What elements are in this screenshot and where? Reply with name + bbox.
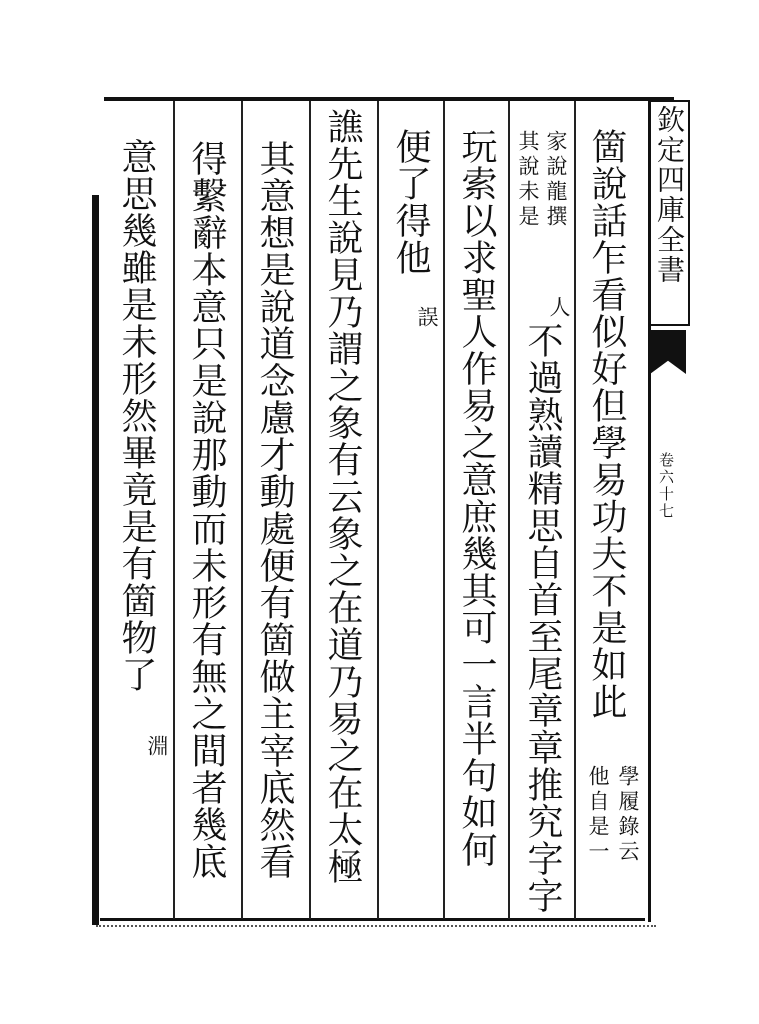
annotation-left: 其說未是 bbox=[516, 130, 540, 230]
text-column-4: 便了得他 bbox=[390, 128, 431, 276]
inline-character: 人 bbox=[547, 296, 571, 317]
fishtail-mark bbox=[650, 330, 686, 374]
text-column-7: 得繫辭本意只是說那動而未形有無之間者幾底 bbox=[186, 140, 227, 880]
column-rule bbox=[241, 101, 243, 919]
frame-top-border bbox=[104, 97, 674, 101]
column-rule bbox=[173, 101, 175, 919]
annotation-left: 他自是一 bbox=[586, 765, 610, 865]
text-column-6: 其意想是說道念慮才動處便有箇做主宰底然看 bbox=[254, 140, 295, 880]
small-annotation-mark: 淵 bbox=[145, 735, 169, 756]
text-column-5: 譙先生說見乃謂之象有云象之在道乃易之在太極 bbox=[322, 108, 363, 885]
text-column-2: 不過熟讀精思自首至尾章章推究字字 bbox=[522, 322, 563, 914]
annotation-right: 家說龍撰 bbox=[544, 130, 568, 230]
column-rule bbox=[574, 101, 576, 919]
text-column-3: 玩索以求聖人作易之意庶幾其可一言半句如何 bbox=[456, 128, 497, 868]
text-column-1: 箇說話乍看似好但學易功夫不是如此 bbox=[586, 128, 627, 720]
text-column-8: 意思幾雖是未形然畢竟是有箇物了 bbox=[116, 138, 157, 693]
column-rule bbox=[443, 101, 445, 919]
column-rule bbox=[377, 101, 379, 919]
column-rule bbox=[309, 101, 311, 919]
column-rule bbox=[508, 101, 510, 919]
book-title: 欽定四庫全書 bbox=[653, 105, 686, 285]
frame-left-border bbox=[92, 195, 99, 925]
volume-number: 卷六十七 bbox=[657, 452, 675, 520]
small-annotation-mark: 誤 bbox=[415, 306, 439, 327]
annotation-right: 學履錄云 bbox=[616, 765, 640, 865]
bottom-edge-marks bbox=[96, 925, 656, 937]
